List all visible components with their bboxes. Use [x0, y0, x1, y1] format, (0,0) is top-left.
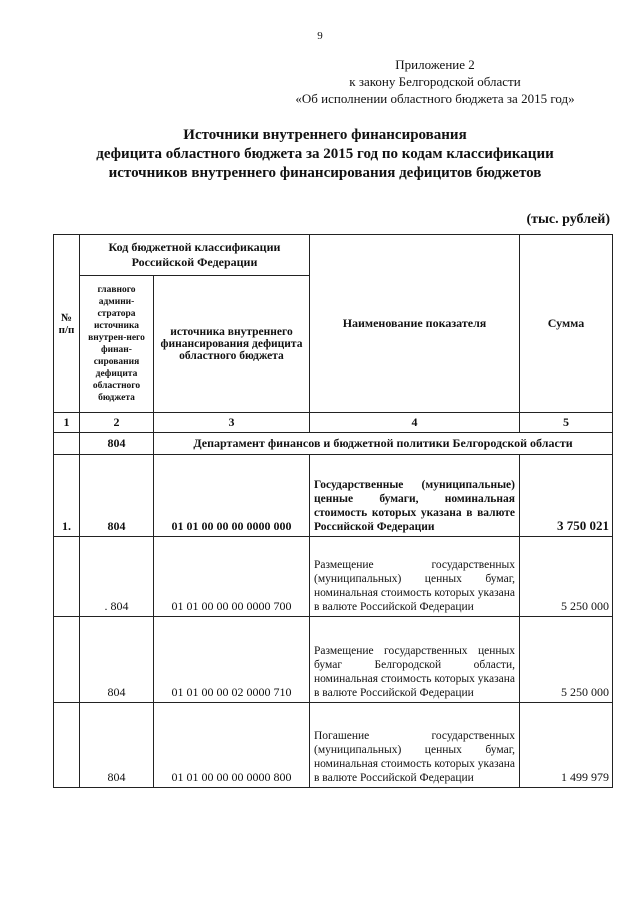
department-row: [54, 433, 613, 455]
col-number-3: 3: [154, 413, 310, 433]
sources-table: [53, 234, 613, 788]
row-sum: 1 499 979: [520, 703, 613, 788]
row-admin-code: 804: [80, 617, 154, 703]
row-name: Размещение государственных (муниципальных) ценных бумаг, номинальная стоимость которых указана в валюте Российской Федерации: [310, 537, 520, 617]
title-line-2: дефицита областного бюджета за 2015 год по кодам классификации: [96, 146, 554, 162]
row-source-code: 01 01 00 00 02 0000 710: [154, 617, 310, 703]
column-numbers-row: [54, 413, 613, 433]
table-row: [54, 617, 613, 703]
header-sum: Сумма: [520, 235, 613, 413]
header-num: № п/п: [54, 235, 80, 413]
row-admin-code: . 804: [80, 537, 154, 617]
annex-header: [270, 56, 600, 107]
title-line-3: источников внутреннего финансирования дефицитов бюджетов: [108, 165, 542, 181]
col-number-5: 5: [520, 413, 613, 433]
row-name: Размещение государственных ценных бумаг Белгородской области, номинальная стоимость которых указана в валюте Российской Федерации: [310, 617, 520, 703]
row-admin-code: 804: [80, 703, 154, 788]
row-num: 1.: [54, 455, 80, 537]
row-name: Погашение государственных (муниципальных) ценных бумаг, номинальная стоимость которых указана в валюте Российской Федерации: [310, 703, 520, 788]
page-number: 9: [317, 30, 323, 42]
table-row: [54, 703, 613, 788]
header-name: Наименование показателя: [310, 235, 520, 413]
row-source-code: 01 01 00 00 00 0000 800: [154, 703, 310, 788]
document-title: [40, 126, 610, 183]
row-num: [54, 617, 80, 703]
header-row-1: [54, 235, 613, 276]
row-source-code: 01 01 00 00 00 0000 000: [154, 455, 310, 537]
annex-line-3: «Об исполнении областного бюджета за 2015 год»: [295, 91, 575, 106]
department-code: 804: [80, 433, 154, 455]
units-label: (тыс. рублей): [526, 212, 610, 227]
row-source-code: 01 01 00 00 00 0000 700: [154, 537, 310, 617]
row-num: [54, 537, 80, 617]
col-number-1: 1: [54, 413, 80, 433]
annex-line-2: к закону Белгородской области: [349, 74, 521, 89]
row-name: Государственные (муниципальные) ценные бумаги, номинальная стоимость которых указана в валюте Российской Федерации: [310, 455, 520, 537]
department-num: [54, 433, 80, 455]
row-sum: 5 250 000: [520, 537, 613, 617]
department-name: Департамент финансов и бюджетной политики Белгородской области: [154, 433, 613, 455]
table-row: [54, 537, 613, 617]
title-line-1: Источники внутреннего финансирования: [183, 127, 467, 143]
row-num: [54, 703, 80, 788]
header-code-group: Код бюджетной классификации Российской Федерации: [80, 235, 310, 276]
annex-line-1: Приложение 2: [395, 57, 475, 72]
header-source: источника внутреннего финансирования дефицита областного бюджета: [154, 276, 310, 413]
table-row: [54, 455, 613, 537]
col-number-2: 2: [80, 413, 154, 433]
row-admin-code: 804: [80, 455, 154, 537]
row-sum: 5 250 000: [520, 617, 613, 703]
header-admin: главного админи-стратора источника внутрен-него финан-сирования дефицита областного бюджета: [80, 276, 154, 413]
col-number-4: 4: [310, 413, 520, 433]
row-sum: 3 750 021: [520, 455, 613, 537]
